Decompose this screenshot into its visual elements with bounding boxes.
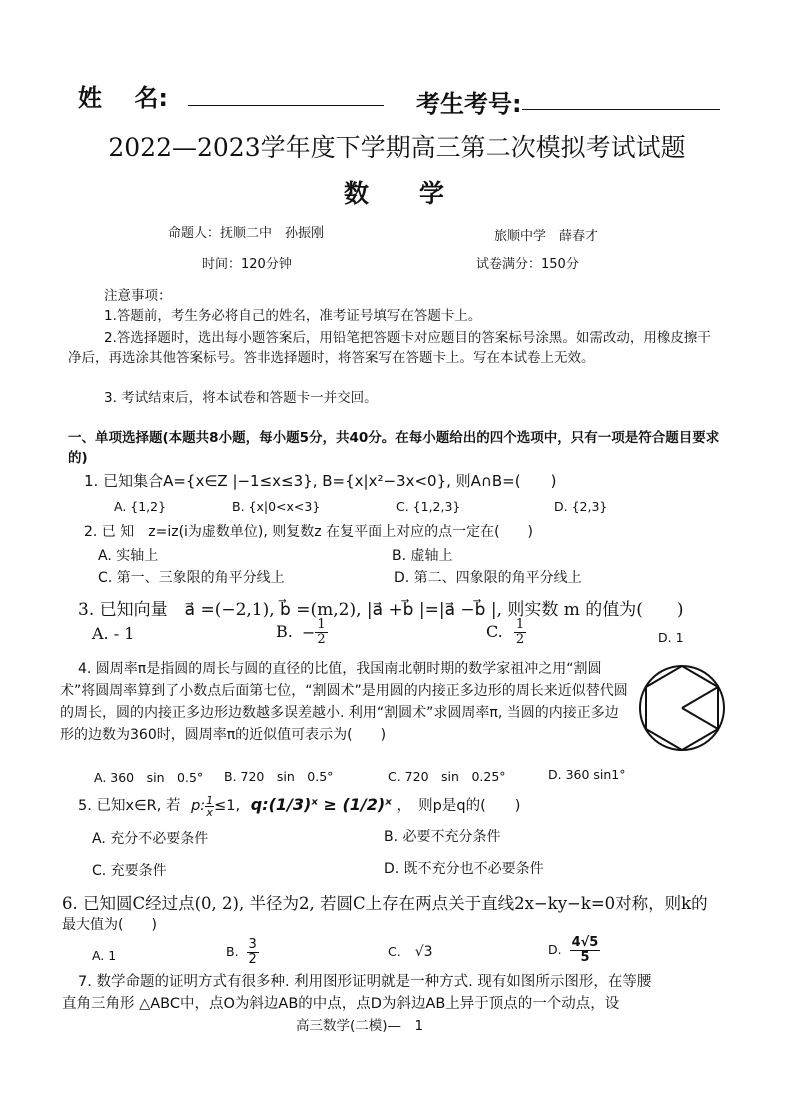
q3-option-c[interactable]	[486, 618, 526, 647]
q6-option-d[interactable]	[548, 936, 600, 965]
q6-option-b-fraction	[247, 938, 259, 967]
name-blank[interactable]	[188, 104, 384, 106]
q3-stem: 3. 已知向量 a⃗ =(−2,1), b⃗ =(m,2), |a⃗ +b⃗ |=|a⃗ −b⃗ |, 则实数 m 的值为( )	[78, 600, 684, 620]
note-item-1: 1.答题前，考生务必将自己的姓名，准考证号填写在答题卡上。	[104, 308, 482, 324]
q6-option-b[interactable]	[226, 938, 259, 967]
q6-option-d-fraction	[570, 936, 601, 965]
q3-option-b-num: 1	[317, 617, 326, 632]
q3-option-b-prefix: B.	[276, 622, 293, 641]
q5-stem-end: ， 则p是q的( )	[396, 798, 521, 814]
q5-q-condition: q:(1/3)ˣ ≥ (1/2)ˣ	[250, 795, 392, 814]
note-item-2: 2.答选择题时，选出每小题答案后，用铅笔把答题卡对应题目的答案标号涂黑。如需改动，用橡皮擦干净后，再选涂其他答案标号。答非选择题时，将答案写在答题卡上。写在本试卷上无效。	[68, 330, 711, 366]
q6-option-d-num: 4√5	[571, 935, 599, 950]
q4-option-d[interactable]: D. 360 sin1°	[548, 767, 626, 782]
note-item-3: 3. 考试结束后，将本试卷和答题卡一并交回。	[104, 390, 378, 406]
q2-option-a[interactable]: A. 实轴上	[98, 548, 159, 564]
q3-option-b-den: 2	[317, 632, 326, 647]
q6-option-c-prefix: C.	[388, 944, 401, 959]
q6-option-b-num: 3	[248, 937, 257, 952]
q6-option-c[interactable]	[388, 944, 433, 960]
q1-option-c[interactable]: C. {1,2,3}	[396, 499, 461, 514]
q5-stem-start: 5. 已知x∈R, 若	[78, 798, 181, 814]
notes-heading: 注意事项：	[104, 288, 172, 304]
q4-stem: 4. 圆周率π是指圆的周长与圆的直径的比值，我国南北朝时期的数学家祖冲之用“割圆术”将圆周率算到了小数点后面第七位，“割圆术”是用圆的内接正多边形的周长来近似替代圆的周长，圆的内接正多边形边数越多误差越小. 利用“割圆术”求圆周率π, 当圆的内接正多边形的边数为360时，圆周率π的近似值可表示为( )	[60, 661, 628, 743]
q4-option-b[interactable]: B. 720 sin 0.5°	[224, 769, 334, 784]
q6-stem-line2: 最大值为( )	[62, 917, 157, 933]
q7-stem-line1: 7. 数学命题的证明方式有很多种. 利用图形证明就是一种方式. 现有如图所示图形，在等腰	[78, 974, 652, 990]
q3-option-b-frac: −	[301, 623, 316, 642]
q3-option-b[interactable]	[276, 618, 328, 647]
q5-p-num: 1	[206, 793, 214, 807]
q4-option-c[interactable]: C. 720 sin 0.25°	[388, 769, 506, 784]
q6-option-b-den: 2	[248, 952, 257, 967]
q5-p-rest: ≤1,	[214, 798, 241, 814]
q3-option-c-fraction	[514, 618, 526, 647]
q2-option-d[interactable]: D. 第二、四象限的角平分线上	[394, 570, 582, 586]
q5-stem	[78, 794, 520, 818]
q3-option-c-prefix: C.	[486, 622, 503, 641]
figure-sector-lines	[682, 687, 718, 729]
q2-stem: 2. 已 知 z=iz(i为虚数单位), 则复数z 在复平面上对应的点一定在( )	[84, 524, 534, 540]
q1-option-b[interactable]: B. {x|0<x<3}	[232, 499, 321, 514]
q3-option-d[interactable]: D. 1	[658, 630, 684, 645]
q7-stem-line2: 直角三角形 △ABC中，点O为斜边AB的中点，点D为斜边AB上异于顶点的一个动点，设	[62, 996, 620, 1012]
author-left: 命题人：抚顺二中 孙振刚	[168, 226, 325, 241]
q6-option-c-radical: √3	[414, 944, 433, 960]
q5-option-b[interactable]: B. 必要不充分条件	[384, 829, 501, 845]
q1-option-a[interactable]: A. {1,2}	[114, 499, 167, 514]
q5-option-d[interactable]: D. 既不充分也不必要条件	[384, 861, 544, 877]
q6-option-d-den: 5	[580, 950, 590, 965]
q3-option-c-den: 2	[515, 632, 525, 647]
q5-p-fraction	[205, 795, 214, 818]
q5-option-c[interactable]: C. 充要条件	[92, 863, 167, 879]
exam-time: 时间：120分钟	[202, 257, 292, 272]
full-score: 试卷满分：150分	[476, 257, 579, 272]
q3-option-a[interactable]: A. - 1	[92, 624, 135, 643]
q3-option-c-num: 1	[515, 617, 525, 632]
q2-option-b[interactable]: B. 虚轴上	[392, 548, 453, 564]
q6-option-a[interactable]: A. 1	[92, 948, 117, 963]
q1-stem: 1. 已知集合A={x∈Z |−1≤x≤3}, B={x|x²−3x<0}, 则A∩B=( )	[84, 472, 557, 490]
name-label: 姓 名:	[78, 84, 168, 112]
author-right: 旅顺中学 薛春才	[494, 229, 599, 244]
q4-option-a[interactable]: A. 360 sin 0.5°	[94, 770, 204, 785]
q5-option-a[interactable]: A. 充分不必要条件	[92, 831, 209, 847]
exam-title: 2022—2023学年度下学期高三第二次模拟考试试题	[108, 133, 686, 162]
q6-stem-line1: 6. 已知圆C经过点(0, 2), 半径为2, 若圆C上存在两点关于直线2x−ky−k=0对称，则k的	[62, 894, 708, 913]
q2-option-c[interactable]: C. 第一、三象限的角平分线上	[98, 570, 285, 586]
q6-option-d-prefix: D.	[548, 942, 562, 957]
q3-option-b-fraction	[315, 618, 327, 647]
subject-title: 数 学	[344, 179, 445, 208]
page-footer: 高三数学(二模)— 1	[296, 1018, 424, 1034]
q5-p-den: x	[206, 805, 213, 819]
student-id-label: 考生考号:	[416, 90, 522, 118]
q5-p-symbol: p:	[191, 798, 206, 814]
student-id-blank[interactable]	[522, 108, 720, 110]
section-heading: 一、单项选择题(本题共8小题，每小题5分，共40分。在每小题给出的四个选项中，只有一项是符合题目要求的)	[68, 430, 720, 466]
q6-option-b-prefix: B.	[226, 944, 239, 959]
q1-option-d[interactable]: D. {2,3}	[554, 499, 608, 514]
inscribed-polygon-figure	[636, 660, 728, 756]
